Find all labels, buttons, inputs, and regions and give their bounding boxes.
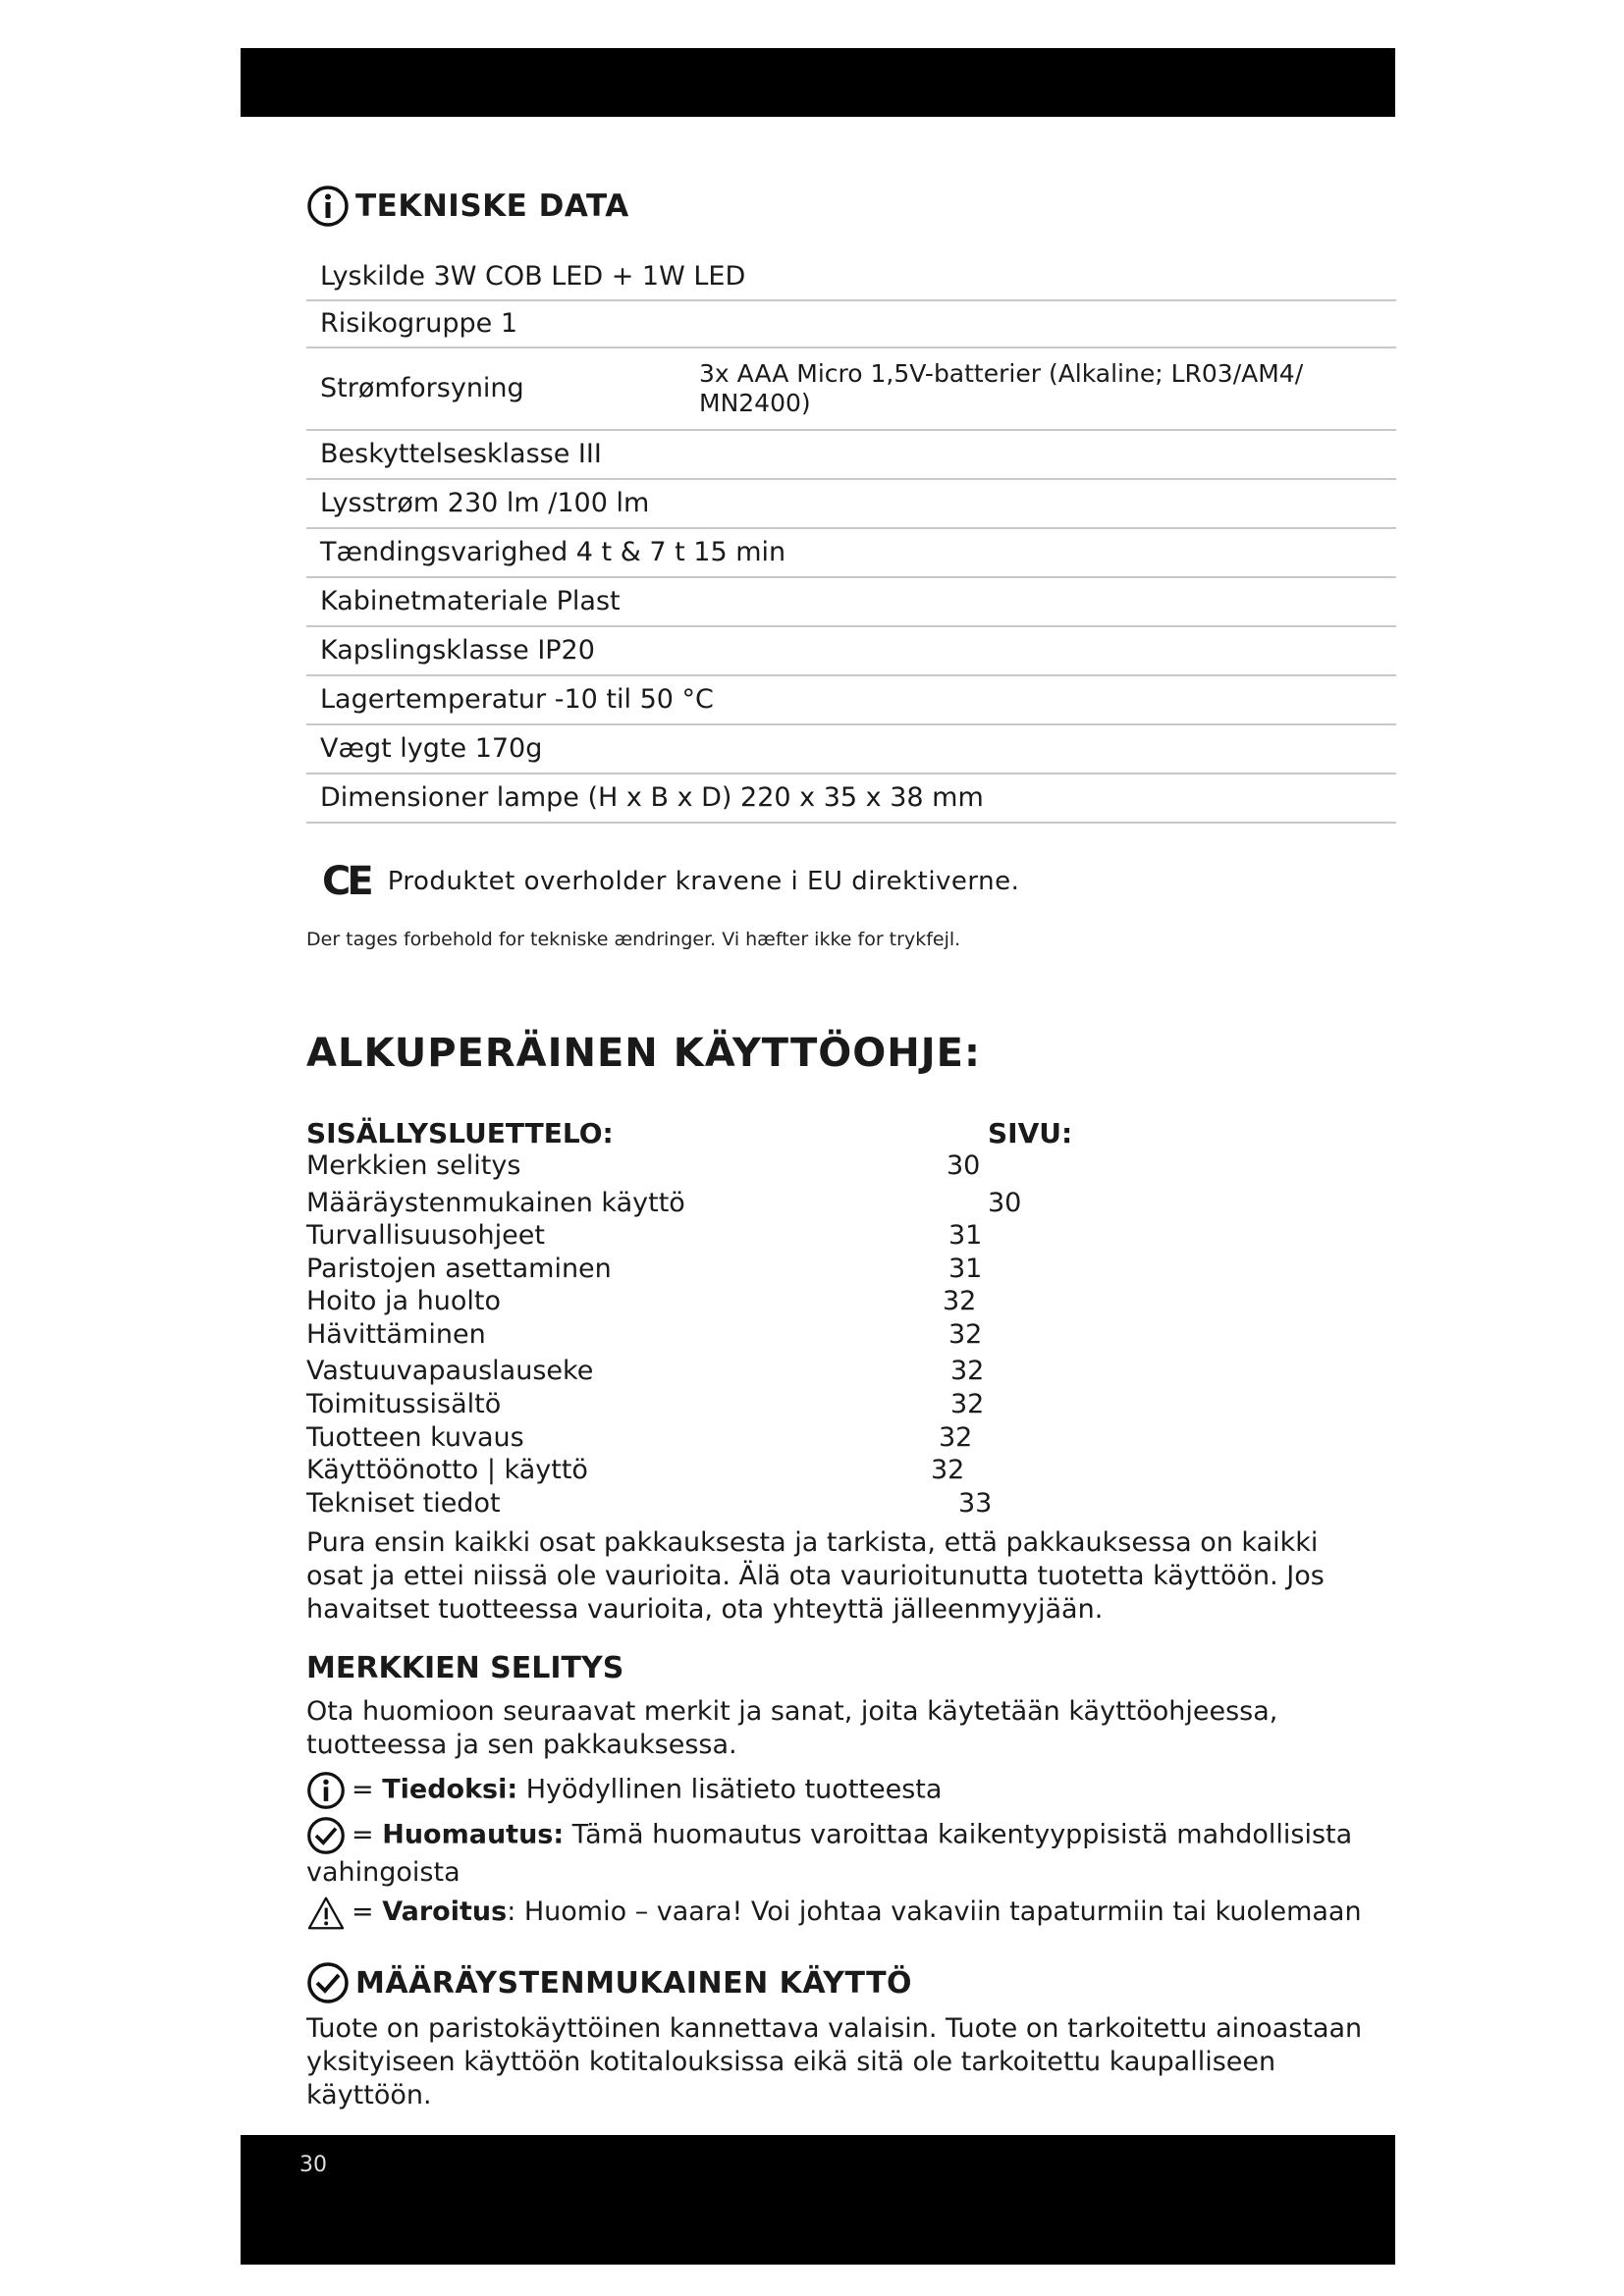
legend-term: Tiedoksi: xyxy=(382,1774,518,1805)
toc-page: 32 xyxy=(939,1422,973,1453)
legend-prefix: = xyxy=(352,1819,383,1850)
technical-heading-row xyxy=(306,185,629,228)
page-number: 30 xyxy=(299,2153,327,2177)
table-row xyxy=(306,479,1396,528)
toc-item: Paristojen asettaminen xyxy=(306,1254,612,1284)
legend-term: Varoitus xyxy=(382,1896,508,1927)
info-icon xyxy=(306,1771,346,1810)
spec-cell: Lyskilde 3W COB LED + 1W LED xyxy=(306,253,1396,300)
table-row xyxy=(306,774,1396,823)
footer-bar xyxy=(241,2135,1395,2265)
spec-cell: Risikogruppe 1 xyxy=(306,300,1396,347)
toc-page: 30 xyxy=(947,1150,981,1181)
spec-cell: Lagertemperatur -10 til 50 °C xyxy=(306,675,1396,724)
toc-item: Toimitussisältö xyxy=(306,1389,502,1419)
table-row xyxy=(306,626,1396,675)
symbols-title: MERKKIEN SELITYS xyxy=(306,1651,624,1685)
toc-page: 31 xyxy=(948,1220,983,1251)
use-paragraph: Tuote on paristokäyttöinen kannettava valaisin. Tuote on tarkoitettu ainoastaan yksityiseen käyttöön kotitalouksissa eikä sitä ole tarkoitettu kaupalliseen käyttöön. xyxy=(306,2013,1363,2110)
header-bar xyxy=(241,48,1395,117)
toc-item: Hävittäminen xyxy=(306,1319,486,1350)
toc-page: 32 xyxy=(931,1455,965,1485)
toc-item: Vastuuvapauslauseke xyxy=(306,1356,594,1386)
toc-item: Käyttöönotto | käyttö xyxy=(306,1455,588,1485)
ce-mark: CE xyxy=(322,859,370,904)
spec-cell: Tændingsvarighed 4 t & 7 t 15 min xyxy=(306,528,1396,577)
spec-cell: Vægt lygte 170g xyxy=(306,724,1396,774)
spec-cell: Kabinetmateriale Plast xyxy=(306,577,1396,626)
toc-item: Merkkien selitys xyxy=(306,1150,521,1181)
ce-statement xyxy=(322,859,1019,904)
toc-page: 32 xyxy=(950,1356,985,1386)
table-row xyxy=(306,300,1396,347)
table-row xyxy=(306,528,1396,577)
spec-cell: Dimensioner lampe (H x B x D) 220 x 35 x 38 mm xyxy=(306,774,1396,823)
toc-item: Tekniset tiedot xyxy=(306,1488,501,1519)
toc-page: 31 xyxy=(948,1254,983,1284)
spec-cell: Lysstrøm 230 lm /100 lm xyxy=(306,479,1396,528)
toc-item: Hoito ja huolto xyxy=(306,1286,501,1316)
legend-text: : Huomio – vaara! Voi johtaa vakaviin tapaturmiin tai kuolemaan xyxy=(507,1896,1362,1927)
table-row xyxy=(306,724,1396,774)
toc-item: Tuotteen kuvaus xyxy=(306,1422,524,1453)
toc-item: Turvallisuusohjeet xyxy=(306,1220,545,1251)
legend-note xyxy=(306,1816,1377,1891)
spec-table xyxy=(306,253,1396,824)
table-row xyxy=(306,347,1396,430)
use-heading-row xyxy=(306,1961,912,2004)
symbols-intro: Ota huomioon seuraavat merkit ja sanat, joita käytetään käyttöohjeessa, tuotteessa ja sen pakkauksessa. xyxy=(306,1696,1278,1760)
table-row xyxy=(306,253,1396,300)
legend-text: Hyödyllinen lisätieto tuotteesta xyxy=(517,1774,943,1805)
spec-cell: Kapslingsklasse IP20 xyxy=(306,626,1396,675)
ce-text: Produktet overholder kravene i EU direktiverne. xyxy=(387,867,1020,896)
table-row xyxy=(306,577,1396,626)
toc-page: 30 xyxy=(988,1188,1022,1218)
legend-text: Tämä huomautus varoittaa kaikentyyppisistä mahdollisista vahingoista xyxy=(306,1819,1353,1888)
toc-header: SISÄLLYSLUETTELO: xyxy=(306,1117,614,1149)
toc-page-header: SIVU: xyxy=(988,1117,1073,1149)
legend-warning xyxy=(306,1895,1377,1931)
spec-cell: Beskyttelsesklasse III xyxy=(306,430,1396,479)
checkmark-icon xyxy=(306,1816,346,1855)
manual-title: ALKUPERÄINEN KÄYTTÖOHJE: xyxy=(306,1031,981,1076)
legend-prefix: = xyxy=(352,1896,383,1927)
warning-icon xyxy=(306,1896,346,1931)
checkmark-icon xyxy=(306,1961,350,2004)
table-row xyxy=(306,430,1396,479)
info-icon xyxy=(306,185,350,228)
toc-page: 32 xyxy=(950,1389,985,1419)
legend-term: Huomautus: xyxy=(382,1819,565,1850)
intro-paragraph: Pura ensin kaikki osat pakkauksesta ja tarkista, että pakkauksessa on kaikki osat ja ettei niissä ole vaurioita. Älä ota vaurioitunutta tuotetta käyttöön. Jos havaitset tuotteessa vaurioita, ota yhteyttä jälleenmyyjään. xyxy=(306,1527,1325,1625)
toc-page: 32 xyxy=(948,1319,983,1350)
legend-prefix: = xyxy=(352,1774,383,1805)
toc-page: 32 xyxy=(943,1286,977,1316)
spec-label: Strømforsyning xyxy=(306,347,699,430)
disclaimer: Der tages forbehold for tekniske ændringer. Vi hæfter ikke for trykfejl. xyxy=(306,929,961,950)
spec-value: 3x AAA Micro 1,5V-batterier (Alkaline; LR03/AM4/ MN2400) xyxy=(699,347,1396,430)
use-title: MÄÄRÄYSTENMUKAINEN KÄYTTÖ xyxy=(355,1965,913,2001)
table-row xyxy=(306,675,1396,724)
legend-info xyxy=(306,1771,1377,1810)
toc-item: Määräystenmukainen käyttö xyxy=(306,1188,685,1218)
technical-title: TEKNISKE DATA xyxy=(355,188,629,224)
toc-page: 33 xyxy=(958,1488,993,1519)
